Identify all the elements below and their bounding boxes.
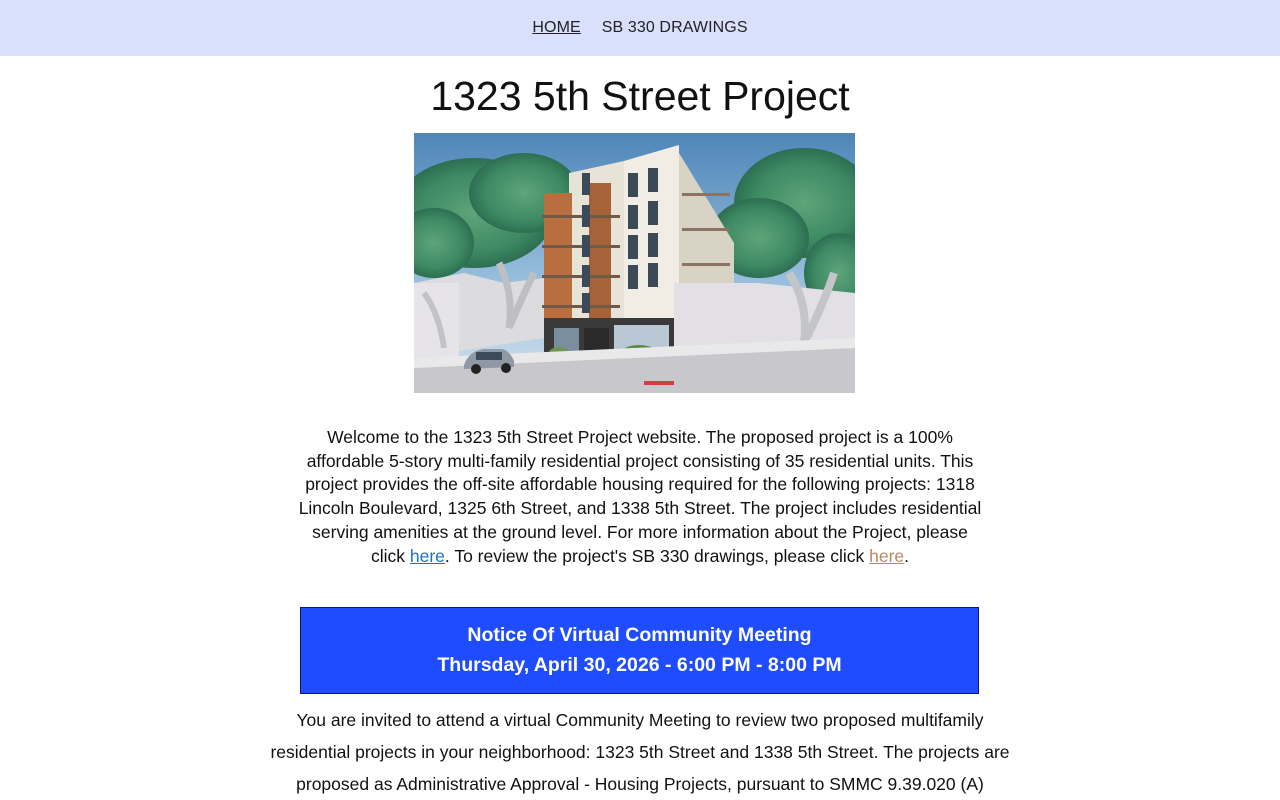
sb330-drawings-link[interactable]: here xyxy=(869,545,905,566)
project-rendering-image xyxy=(414,133,855,393)
top-navigation xyxy=(0,0,1280,56)
intro-text-part3: . xyxy=(904,545,910,566)
intro-text-part1: Welcome to the 1323 5th Street Project website. The proposed project is a 100% affordable 5-story multi-family residential project consisting of 35 residential units. This project provides the off-site affordable housing required for the following projects: 1318 Lincoln Boulevard, 1325 6th Street, and 1338 5th Street. The project includes residential serving amenities at the ground level. For more information about the Project, please click xyxy=(298,427,982,566)
nav-sb330-drawings-link[interactable]: SB 330 DRAWINGS xyxy=(601,19,748,36)
invitation-paragraph: You are invited to attend a virtual Community Meeting to review two proposed multifamily residential projects in your neighborhood: 1323 5th Street and 1338 5th Street. The projects are proposed as Administrative Approval - Housing Projects, pursuant to SMMC 9.39.020 (A) xyxy=(270,710,1010,794)
page-title: 1323 5th Street Project xyxy=(430,73,850,119)
project-info-link[interactable]: here xyxy=(409,545,445,566)
intro-text-part2: . To review the project's SB 330 drawings, please click xyxy=(444,545,870,566)
nav-home-link[interactable]: HOME xyxy=(532,19,581,36)
community-meeting-notice xyxy=(300,607,979,694)
intro-paragraph xyxy=(298,426,982,568)
notice-date: Thursday, April 30, 2026 - 6:00 PM - 8:00 PM xyxy=(437,654,842,676)
notice-title: Notice Of Virtual Community Meeting xyxy=(467,624,812,646)
